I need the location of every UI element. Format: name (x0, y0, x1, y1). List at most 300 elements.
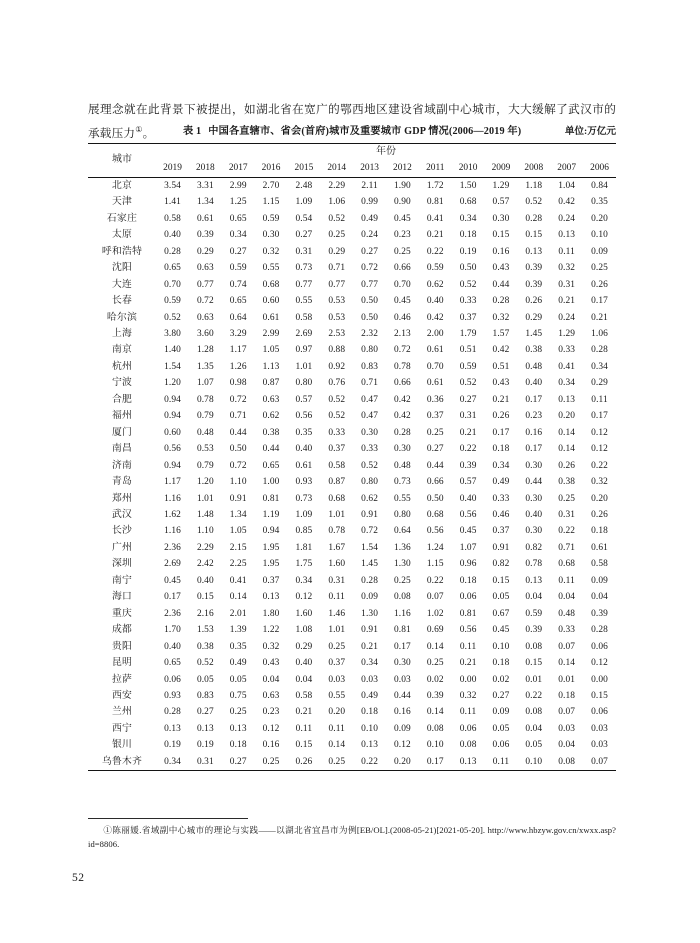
cell-gdp-value: 0.22 (591, 460, 608, 471)
cell-gdp-value: 2.29 (196, 542, 214, 553)
cell-gdp-value: 0.34 (591, 361, 608, 372)
table-row (88, 194, 616, 210)
column-header-year: 2012 (393, 163, 412, 174)
cell-gdp-value: 0.44 (492, 279, 510, 290)
column-header-year: 2018 (195, 163, 215, 174)
cell-gdp-value: 0.66 (394, 378, 411, 389)
cell-gdp-value: 0.15 (196, 592, 214, 603)
cell-gdp-value: 0.71 (328, 263, 346, 274)
cell-gdp-value: 0.05 (196, 674, 214, 685)
cell-gdp-value: 0.52 (361, 460, 378, 471)
cell-gdp-value: 0.53 (328, 312, 346, 323)
cell-gdp-value: 0.71 (558, 542, 576, 553)
cell-gdp-value: 0.11 (492, 756, 510, 767)
cell-gdp-value: 0.83 (196, 690, 214, 701)
cell-gdp-value: 1.15 (262, 197, 280, 208)
cell-gdp-value: 0.41 (426, 213, 444, 224)
cell-gdp-value: 0.05 (492, 723, 510, 734)
cell-gdp-value: 0.93 (295, 477, 313, 488)
cell-gdp-value: 0.29 (525, 312, 543, 323)
cell-gdp-value: 0.14 (558, 658, 576, 669)
cell-gdp-value: 0.77 (295, 279, 313, 290)
cell-gdp-value: 0.49 (492, 477, 510, 488)
cell-gdp-value: 0.28 (525, 213, 543, 224)
cell-gdp-value: 0.58 (164, 213, 181, 224)
cell-gdp-value: 1.90 (394, 180, 411, 191)
cell-gdp-value: 0.70 (394, 279, 411, 290)
cell-gdp-value: 0.31 (196, 756, 214, 767)
cell-gdp-value: 2.25 (229, 559, 247, 570)
cell-gdp-value: 0.10 (492, 641, 510, 652)
cell-gdp-value: 0.24 (558, 213, 576, 224)
cell-gdp-value: 0.22 (459, 444, 477, 455)
cell-gdp-value: 0.61 (196, 213, 214, 224)
cell-gdp-value: 0.39 (591, 608, 608, 619)
cell-gdp-value: 0.39 (426, 690, 444, 701)
cell-gdp-value: 0.22 (558, 526, 576, 537)
cell-gdp-value: 0.17 (591, 296, 608, 307)
table-row (88, 737, 616, 753)
cell-gdp-value: 0.20 (558, 411, 576, 422)
table-row (88, 573, 616, 589)
cell-city-name: 福州 (111, 410, 133, 422)
cell-city-name: 西宁 (111, 722, 133, 734)
cell-gdp-value: 0.78 (394, 361, 411, 372)
cell-gdp-value: 0.61 (295, 460, 313, 471)
cell-city-name: 乌鲁木齐 (101, 755, 143, 767)
cell-gdp-value: 0.22 (361, 756, 378, 767)
cell-gdp-value: 0.12 (262, 723, 280, 734)
cell-gdp-value: 0.14 (426, 707, 444, 718)
cell-gdp-value: 0.32 (262, 246, 280, 257)
cell-city-name: 上海 (111, 327, 133, 339)
cell-gdp-value: 0.33 (492, 493, 510, 504)
column-header-year: 2011 (426, 163, 445, 174)
cell-gdp-value: 0.03 (328, 674, 346, 685)
cell-gdp-value: 2.99 (229, 180, 247, 191)
cell-gdp-value: 0.87 (262, 378, 280, 389)
cell-gdp-value: 0.28 (591, 625, 608, 636)
cell-gdp-value: 2.42 (196, 559, 214, 570)
cell-gdp-value: 0.71 (361, 378, 378, 389)
cell-gdp-value: 0.58 (295, 312, 313, 323)
cell-gdp-value: 0.25 (426, 427, 444, 438)
cell-gdp-value: 0.07 (426, 592, 444, 603)
cell-gdp-value: 0.25 (229, 707, 247, 718)
cell-gdp-value: 2.32 (361, 328, 378, 339)
cell-gdp-value: 0.20 (591, 493, 608, 504)
cell-gdp-value: 1.19 (262, 509, 280, 520)
cell-gdp-value: 0.22 (525, 690, 543, 701)
cell-gdp-value: 0.29 (328, 246, 346, 257)
cell-gdp-value: 0.14 (229, 592, 247, 603)
cell-city-name: 北京 (111, 179, 133, 191)
cell-gdp-value: 1.09 (295, 197, 313, 208)
cell-gdp-value: 1.05 (262, 345, 280, 356)
cell-gdp-value: 0.03 (591, 740, 608, 751)
cell-gdp-value: 0.14 (328, 740, 346, 751)
table-row (88, 211, 616, 227)
cell-gdp-value: 1.79 (459, 328, 477, 339)
cell-gdp-value: 0.33 (459, 296, 477, 307)
cell-gdp-value: 0.15 (525, 230, 543, 241)
cell-gdp-value: 0.47 (361, 394, 378, 405)
cell-gdp-value: 0.91 (229, 493, 247, 504)
cell-gdp-value: 0.02 (426, 674, 444, 685)
table-row (88, 359, 616, 375)
cell-gdp-value: 2.53 (328, 328, 346, 339)
cell-gdp-value: 0.70 (426, 361, 444, 372)
cell-gdp-value: 0.14 (426, 641, 444, 652)
cell-gdp-value: 0.13 (196, 723, 214, 734)
cell-gdp-value: 0.40 (525, 509, 543, 520)
cell-gdp-value: 2.99 (262, 328, 280, 339)
cell-gdp-value: 0.64 (394, 526, 411, 537)
cell-gdp-value: 0.83 (361, 361, 378, 372)
cell-gdp-value: 0.42 (394, 411, 411, 422)
cell-gdp-value: 0.32 (492, 312, 510, 323)
cell-gdp-value: 0.13 (229, 723, 247, 734)
cell-gdp-value: 0.13 (262, 592, 280, 603)
table-header-group-row (88, 144, 616, 161)
cell-gdp-value: 0.66 (426, 477, 444, 488)
cell-gdp-value: 0.44 (229, 427, 247, 438)
cell-gdp-value: 0.15 (525, 658, 543, 669)
table-row (88, 310, 616, 326)
cell-gdp-value: 0.38 (196, 641, 214, 652)
cell-gdp-value: 1.46 (328, 608, 346, 619)
cell-gdp-value: 0.18 (492, 444, 510, 455)
cell-gdp-value: 0.80 (361, 345, 378, 356)
cell-gdp-value: 0.81 (426, 197, 444, 208)
cell-gdp-value: 0.25 (394, 575, 411, 586)
cell-gdp-value: 1.09 (295, 509, 313, 520)
cell-gdp-value: 0.27 (426, 444, 444, 455)
cell-gdp-value: 0.25 (328, 756, 346, 767)
cell-gdp-value: 0.61 (591, 542, 608, 553)
cell-gdp-value: 0.48 (525, 361, 543, 372)
cell-gdp-value: 0.17 (426, 756, 444, 767)
table-row (88, 392, 616, 408)
cell-gdp-value: 0.17 (591, 411, 608, 422)
cell-city-name: 济南 (111, 459, 133, 471)
cell-gdp-value: 0.68 (459, 197, 477, 208)
cell-gdp-value: 1.53 (196, 625, 214, 636)
cell-gdp-value: 0.10 (525, 756, 543, 767)
cell-gdp-value: 0.04 (558, 592, 576, 603)
cell-gdp-value: 0.09 (492, 707, 510, 718)
cell-gdp-value: 0.34 (229, 230, 247, 241)
cell-gdp-value: 0.31 (328, 575, 346, 586)
column-header-year: 2006 (590, 163, 609, 174)
cell-gdp-value: 2.70 (262, 180, 280, 191)
cell-gdp-value: 2.29 (328, 180, 346, 191)
cell-gdp-value: 0.72 (196, 296, 214, 307)
cell-gdp-value: 1.26 (229, 361, 247, 372)
cell-gdp-value: 0.21 (459, 427, 477, 438)
cell-gdp-value: 0.11 (459, 707, 477, 718)
table-row (88, 458, 616, 474)
cell-gdp-value: 0.06 (459, 592, 477, 603)
cell-gdp-value: 0.01 (558, 674, 576, 685)
cell-gdp-value: 0.37 (492, 526, 510, 537)
cell-gdp-value: 0.03 (591, 723, 608, 734)
cell-city-name: 长沙 (111, 525, 133, 537)
cell-gdp-value: 0.80 (394, 509, 411, 520)
table-row (88, 622, 616, 638)
cell-gdp-value: 0.52 (196, 658, 214, 669)
cell-gdp-value: 0.48 (196, 427, 214, 438)
cell-gdp-value: 0.40 (295, 444, 313, 455)
cell-gdp-value: 0.11 (328, 723, 345, 734)
cell-gdp-value: 0.79 (196, 460, 214, 471)
cell-gdp-value: 0.84 (591, 180, 608, 191)
table-row (88, 277, 616, 293)
cell-gdp-value: 0.48 (558, 608, 576, 619)
cell-gdp-value: 0.13 (525, 246, 543, 257)
cell-gdp-value: 0.45 (394, 296, 411, 307)
cell-gdp-value: 0.59 (262, 213, 280, 224)
cell-gdp-value: 0.25 (262, 756, 280, 767)
cell-gdp-value: 1.01 (328, 625, 346, 636)
cell-gdp-value: 0.04 (525, 723, 543, 734)
cell-gdp-value: 0.09 (361, 592, 378, 603)
cell-gdp-value: 0.40 (164, 641, 181, 652)
cell-gdp-value: 0.59 (459, 361, 477, 372)
cell-gdp-value: 1.67 (328, 542, 346, 553)
cell-gdp-value: 0.77 (196, 279, 214, 290)
cell-gdp-value: 0.78 (196, 394, 214, 405)
cell-gdp-value: 0.47 (361, 411, 378, 422)
cell-gdp-value: 0.04 (262, 674, 280, 685)
cell-gdp-value: 0.05 (492, 592, 510, 603)
cell-gdp-value: 1.40 (164, 345, 181, 356)
cell-gdp-value: 1.35 (196, 361, 214, 372)
cell-gdp-value: 0.11 (591, 394, 608, 405)
cell-gdp-value: 0.28 (492, 296, 510, 307)
cell-gdp-value: 0.09 (394, 723, 411, 734)
cell-gdp-value: 0.14 (558, 427, 576, 438)
cell-gdp-value: 0.44 (262, 444, 280, 455)
cell-gdp-value: 1.04 (558, 180, 576, 191)
cell-gdp-value: 0.40 (459, 493, 477, 504)
cell-gdp-value: 0.63 (196, 263, 214, 274)
cell-gdp-value: 0.65 (229, 296, 247, 307)
cell-gdp-value: 0.33 (328, 427, 346, 438)
cell-gdp-value: 0.60 (262, 296, 280, 307)
cell-gdp-value: 0.19 (164, 740, 181, 751)
cell-city-name: 宁波 (111, 377, 133, 389)
cell-gdp-value: 0.37 (459, 312, 477, 323)
cell-gdp-value: 0.08 (426, 723, 444, 734)
cell-gdp-value: 0.34 (295, 575, 313, 586)
table-caption (88, 122, 616, 140)
cell-gdp-value: 0.41 (229, 575, 247, 586)
cell-gdp-value: 1.57 (492, 328, 510, 339)
cell-gdp-value: 0.37 (262, 575, 280, 586)
cell-city-name: 南昌 (111, 443, 133, 455)
cell-gdp-value: 0.43 (492, 263, 510, 274)
cell-gdp-value: 1.70 (164, 625, 181, 636)
cell-gdp-value: 1.30 (361, 608, 378, 619)
cell-gdp-value: 0.30 (394, 444, 411, 455)
cell-gdp-value: 0.45 (394, 213, 411, 224)
cell-gdp-value: 0.08 (394, 592, 411, 603)
cell-city-name: 海口 (111, 591, 133, 603)
cell-gdp-value: 0.28 (164, 707, 181, 718)
cell-gdp-value: 0.21 (459, 658, 477, 669)
cell-gdp-value: 0.88 (328, 345, 346, 356)
cell-gdp-value: 0.49 (229, 658, 247, 669)
cell-gdp-value: 0.12 (591, 658, 608, 669)
cell-gdp-value: 2.15 (229, 542, 247, 553)
cell-city-name: 银川 (111, 739, 133, 751)
cell-gdp-value: 1.48 (196, 509, 214, 520)
cell-city-name: 成都 (111, 624, 133, 636)
cell-gdp-value: 0.68 (328, 493, 346, 504)
table-row (88, 375, 616, 391)
cell-gdp-value: 0.18 (558, 690, 576, 701)
table-unit-label: 单位:万亿元 (564, 126, 616, 137)
cell-gdp-value: 0.06 (459, 723, 477, 734)
cell-city-name: 兰州 (111, 706, 133, 718)
cell-gdp-value: 0.05 (229, 674, 247, 685)
cell-gdp-value: 0.21 (426, 230, 444, 241)
cell-gdp-value: 2.11 (361, 180, 378, 191)
table-row (88, 540, 616, 556)
gdp-table (88, 143, 616, 771)
cell-gdp-value: 0.74 (229, 279, 247, 290)
cell-gdp-value: 0.45 (459, 526, 477, 537)
cell-gdp-value: 0.27 (229, 756, 247, 767)
cell-gdp-value: 0.62 (262, 411, 280, 422)
cell-gdp-value: 0.30 (492, 213, 510, 224)
cell-gdp-value: 0.72 (229, 394, 247, 405)
cell-gdp-value: 0.20 (591, 213, 608, 224)
cell-gdp-value: 0.52 (328, 394, 346, 405)
cell-gdp-value: 0.94 (164, 411, 181, 422)
cell-gdp-value: 0.25 (591, 263, 608, 274)
cell-gdp-value: 0.58 (591, 559, 608, 570)
cell-gdp-value: 0.63 (262, 690, 280, 701)
cell-city-name: 杭州 (111, 360, 133, 372)
cell-gdp-value: 0.34 (164, 756, 181, 767)
cell-gdp-value: 0.06 (492, 740, 510, 751)
cell-gdp-value: 0.21 (361, 641, 378, 652)
cell-gdp-value: 0.56 (426, 526, 444, 537)
cell-city-name: 石家庄 (106, 212, 138, 224)
cell-gdp-value: 1.28 (196, 345, 214, 356)
cell-gdp-value: 0.21 (295, 707, 313, 718)
cell-gdp-value: 3.80 (164, 328, 181, 339)
cell-gdp-value: 0.49 (361, 213, 378, 224)
cell-gdp-value: 0.49 (361, 690, 378, 701)
column-header-year: 2015 (294, 163, 314, 174)
cell-gdp-value: 1.95 (262, 559, 280, 570)
footnote-block (88, 818, 616, 851)
cell-gdp-value: 0.70 (164, 279, 181, 290)
cell-gdp-value: 0.44 (426, 460, 444, 471)
cell-gdp-value: 0.30 (525, 460, 543, 471)
cell-gdp-value: 0.40 (426, 296, 444, 307)
cell-gdp-value: 0.80 (295, 378, 313, 389)
cell-gdp-value: 1.10 (196, 526, 214, 537)
cell-gdp-value: 0.29 (196, 246, 214, 257)
cell-gdp-value: 1.16 (164, 526, 181, 537)
cell-gdp-value: 0.16 (262, 740, 280, 751)
cell-gdp-value: 0.92 (328, 361, 346, 372)
cell-gdp-value: 1.34 (196, 197, 214, 208)
cell-gdp-value: 0.32 (459, 690, 477, 701)
cell-gdp-value: 1.00 (262, 477, 280, 488)
cell-gdp-value: 0.73 (394, 477, 411, 488)
table-row (88, 227, 616, 243)
cell-gdp-value: 0.62 (426, 279, 444, 290)
column-header-year: 2017 (228, 163, 248, 174)
cell-gdp-value: 0.64 (229, 312, 247, 323)
cell-gdp-value: 0.79 (196, 411, 214, 422)
cell-gdp-value: 0.56 (459, 625, 477, 636)
cell-gdp-value: 0.17 (394, 641, 411, 652)
cell-gdp-value: 0.40 (525, 378, 543, 389)
cell-gdp-value: 0.06 (591, 641, 608, 652)
cell-city-name: 青岛 (111, 476, 133, 488)
cell-gdp-value: 0.90 (394, 197, 411, 208)
cell-gdp-value: 0.28 (361, 575, 378, 586)
cell-gdp-value: 0.67 (492, 608, 510, 619)
cell-gdp-value: 0.43 (492, 378, 510, 389)
cell-gdp-value: 0.26 (492, 411, 510, 422)
cell-gdp-value: 0.26 (591, 509, 608, 520)
cell-gdp-value: 0.55 (295, 296, 313, 307)
cell-gdp-value: 0.98 (229, 378, 247, 389)
cell-gdp-value: 0.25 (558, 493, 576, 504)
cell-gdp-value: 0.53 (196, 444, 214, 455)
cell-gdp-value: 0.39 (525, 263, 543, 274)
cell-gdp-value: 0.72 (229, 460, 247, 471)
cell-gdp-value: 0.52 (328, 213, 346, 224)
cell-gdp-value: 0.66 (394, 263, 411, 274)
cell-gdp-value: 1.20 (196, 477, 214, 488)
cell-city-name: 深圳 (111, 558, 133, 570)
cell-gdp-value: 0.18 (591, 526, 608, 537)
cell-gdp-value: 1.01 (196, 493, 214, 504)
cell-gdp-value: 0.30 (361, 427, 378, 438)
cell-city-name: 武汉 (111, 508, 133, 520)
paragraph-text-after-note: 。 (142, 126, 155, 140)
column-header-year: 2013 (360, 163, 379, 174)
cell-gdp-value: 0.13 (164, 723, 181, 734)
cell-gdp-value: 0.04 (295, 674, 313, 685)
cell-gdp-value: 0.50 (229, 444, 247, 455)
cell-gdp-value: 2.00 (426, 328, 444, 339)
cell-gdp-value: 0.51 (459, 345, 477, 356)
cell-gdp-value: 0.56 (295, 411, 313, 422)
cell-gdp-value: 0.13 (361, 740, 378, 751)
cell-gdp-value: 1.07 (196, 378, 214, 389)
table-row (88, 491, 616, 507)
cell-gdp-value: 3.54 (164, 180, 181, 191)
table-row (88, 754, 616, 771)
cell-gdp-value: 0.34 (459, 213, 477, 224)
cell-gdp-value: 0.91 (492, 542, 510, 553)
cell-gdp-value: 0.27 (492, 690, 510, 701)
cell-city-name: 厦门 (111, 426, 133, 438)
cell-city-name: 广州 (111, 541, 133, 553)
cell-gdp-value: 0.33 (361, 444, 378, 455)
cell-gdp-value: 0.13 (558, 230, 576, 241)
cell-gdp-value: 0.39 (196, 230, 214, 241)
